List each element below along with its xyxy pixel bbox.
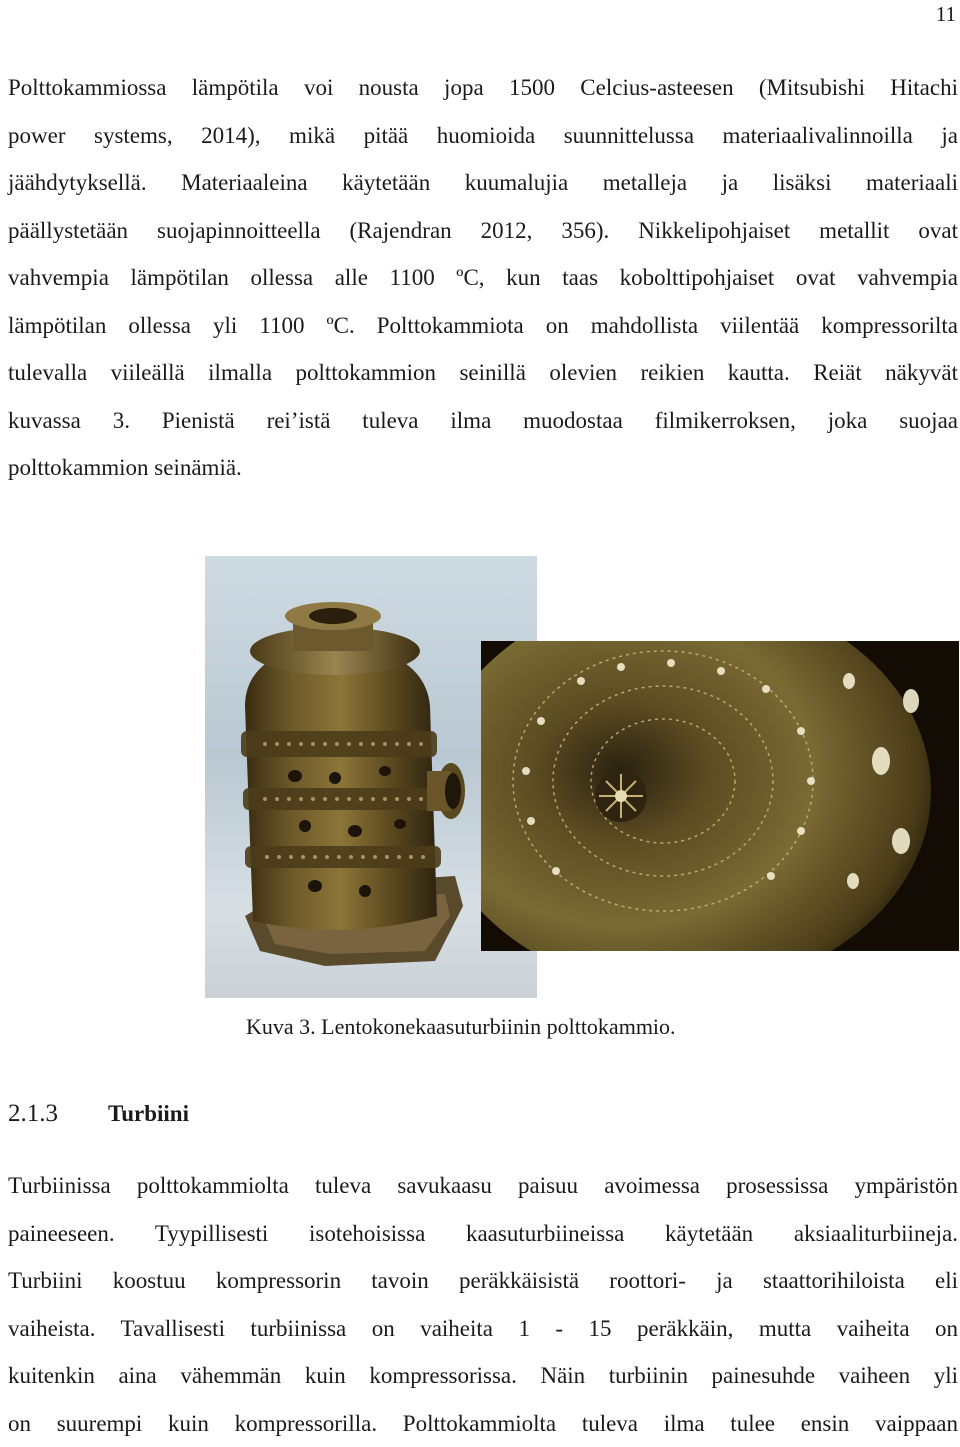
paragraph-line: polttokammion seinämiä. (8, 444, 958, 492)
paragraph-line: päällystetään suojapinnoitteella (Rajendran 2012, 356). Nikkelipohjaiset metallit ovat (8, 207, 958, 255)
paragraph-line: power systems, 2014), mikä pitää huomioida suunnittelussa materiaalivalinnoilla ja (8, 112, 958, 160)
body-paragraph-2 (8, 1162, 958, 1447)
body-paragraph-1 (8, 64, 958, 492)
paragraph-line: lämpötilan ollessa yli 1100 ºC. Polttokammiota on mahdollista viilentää kompressorilta (8, 302, 958, 350)
section-number: 2.1.3 (8, 1100, 108, 1128)
paragraph-line: Polttokammiossa lämpötila voi nousta jopa 1500 Celcius-asteesen (Mitsubishi Hitachi (8, 64, 958, 112)
figure-caption: Kuva 3. Lentokonekaasuturbiinin polttokammio. (246, 1014, 676, 1040)
section-title: Turbiini (108, 1101, 189, 1126)
paragraph-line: kuvassa 3. Pienistä rei’istä tuleva ilma muodostaa filmikerroksen, joka suojaa (8, 397, 958, 445)
paragraph-line: on suurempi kuin kompressorilla. Polttokammiolta tuleva ilma tulee ensin vaippaan (8, 1400, 958, 1447)
paragraph-line: vaiheista. Tavallisesti turbiinissa on vaiheita 1 - 15 peräkkäin, mutta vaiheita on (8, 1305, 958, 1353)
page-number: 11 (936, 2, 956, 27)
paragraph-line: Turbiini koostuu kompressorin tavoin peräkkäisistä roottori- ja staattorihiloista eli (8, 1257, 958, 1305)
paragraph-line: vahvempia lämpötilan ollessa alle 1100 ºC, kun taas kobolttipohjaiset ovat vahvempia (8, 254, 958, 302)
paragraph-line: jäähdytyksellä. Materiaaleina käytetään kuumalujia metalleja ja lisäksi materiaali (8, 159, 958, 207)
paragraph-line: tulevalla viileällä ilmalla polttokammion seinillä olevien reikien kautta. Reiät näkyvät (8, 349, 958, 397)
paragraph-line: kuitenkin aina vähemmän kuin kompressorissa. Näin turbiinin painesuhde vaiheen yli (8, 1352, 958, 1400)
section-heading (8, 1100, 189, 1128)
paragraph-line: paineeseen. Tyypillisesti isotehoisissa kaasuturbiineissa käytetään aksiaaliturbiineja. (8, 1210, 958, 1258)
combustion-chamber-interior-photo (481, 641, 959, 951)
paragraph-line: Turbiinissa polttokammiolta tuleva savukaasu paisuu avoimessa prosessissa ympäristön (8, 1162, 958, 1210)
